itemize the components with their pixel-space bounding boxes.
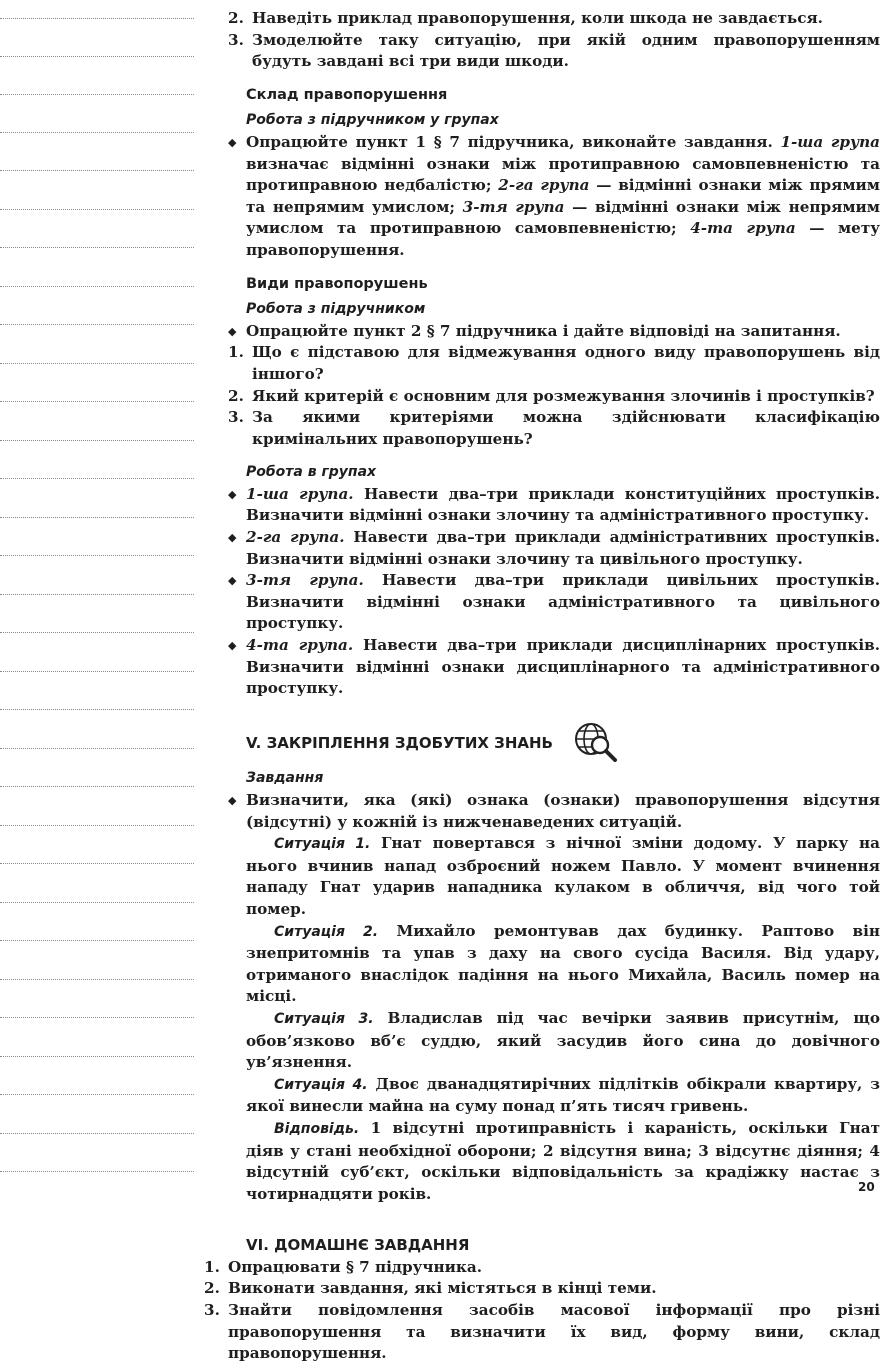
note-line [0,555,194,556]
note-line [0,1133,194,1134]
question-number: 1. [228,343,244,362]
group-task-text: 1-ша група. Навести два–три приклади конституційних проступків. Визначити відмінні ознаки злочину та адміністративного проступку. [246,484,880,525]
note-line [0,709,194,710]
bullet-paragraph [228,790,880,833]
homework-number: 2. [204,1279,220,1298]
question-text: Який критерій є основним для розмежування злочинів і проступків? [252,386,875,405]
question-number: 2. [228,386,244,405]
note-line [0,940,194,941]
note-line [0,1017,194,1018]
section-heading: Склад правопорушення [246,86,448,103]
note-line [0,671,194,672]
note-line [0,632,194,633]
numbered-task [228,8,880,30]
group-task-text: 2-га група. Навести два–три приклади адміністративних проступків. Визначити відмінні ознаки злочину та цивільного проступку. [246,528,880,568]
bullet-paragraph [228,132,880,262]
homework-list [204,1257,880,1365]
homework-text: Виконати завдання, які містяться в кінці теми. [228,1279,657,1298]
bullet-diamond-icon: ◆ [228,794,237,807]
paragraph-text: Визначити, яка (які) ознака (ознаки) правопорушення відсутня (відсутні) у кожній із нижченаведених ситуацій. [246,791,880,831]
note-line [0,1056,194,1057]
section-subheading: Робота з підручником у групах [246,112,499,129]
bullet-diamond-icon: ◆ [228,324,237,338]
section-heading: Види правопорушень [246,275,428,292]
note-line [0,902,194,903]
note-line [0,1094,194,1095]
note-line [0,324,194,325]
group-task [228,570,880,635]
notes-margin [0,0,195,1200]
page-content [204,8,881,1365]
task-text: Змоделюйте таку ситуацію, при якій одним правопорушенням будуть завдані всі три види шкоди. [252,30,880,71]
note-line [0,56,194,57]
note-line [0,1171,194,1172]
section-subheading: Завдання [246,770,324,787]
note-line [0,825,194,826]
section-subheading: Робота в групах [246,464,377,481]
question-number: 3. [228,408,244,427]
situation-paragraph: Ситуація 2. Михайло ремонтував дах будинку. Раптово він знепритомнів та упав з даху на свого сусіда Василя. Від удару, отриманого внаслідок падіння на нього Михайла, Василь помер на місці. [246,921,880,1006]
question-item [228,386,880,408]
section-subheading: Робота з підручником [246,301,426,318]
note-line [0,478,194,479]
task-text: Наведіть приклад правопорушення, коли шкода не завдається. [252,9,823,27]
note-line [0,18,194,19]
section-header [228,720,880,769]
section-title: V. ЗАКРІПЛЕННЯ ЗДОБУТИХ ЗНАНЬ [246,734,553,753]
question-text: Що є підставою для відмежування одного виду правопорушень від іншого? [252,343,880,383]
answer-paragraph: Відповідь. 1 відсутні протиправність і караність, оскільки Гнат діяв у стані необхідної оборони; 2 відсутня вина; 3 відсутнє діяння; 4 відсутній суб’єкт, оскільки відповідальність за крадіжку настає з чотирнадцяти років. [246,1118,880,1203]
note-line [0,170,194,171]
question-item [228,407,880,450]
note-line [0,748,194,749]
note-line [0,94,194,95]
numbered-task [228,30,880,73]
note-line [0,132,194,133]
task-number: 2. [228,9,244,27]
bullet-diamond-icon: ◆ [228,135,237,149]
group-task [228,635,880,700]
note-line [0,594,194,595]
question-text: За якими критеріями можна здійснювати класифікацію кримінальних правопорушень? [252,408,880,448]
paragraph-text: Опрацюйте пункт 1 § 7 підручника, виконайте завдання. 1-ша група визначає відмінні ознаки між протиправною самовпевненістю та протиправною недбалістю; 2-га група — відмінні ознаки між прямим та непрямим умислом; 3-тя група — відмінні ознаки між непрямим умислом та протиправною самовпевненістю; 4-та група — мету правопорушення. [246,132,881,259]
group-task [228,527,880,570]
note-line [0,247,194,248]
bullet-diamond-icon: ◆ [228,531,237,545]
section-title: VI. ДОМАШНЄ ЗАВДАННЯ [246,1236,470,1255]
bullet-diamond-icon: ◆ [228,487,237,501]
globe-search-icon [571,720,619,769]
bullet-paragraph [228,321,880,343]
task-number: 3. [228,30,244,49]
note-line [0,363,194,364]
bullet-diamond-icon: ◆ [228,639,237,653]
question-item [228,342,880,385]
homework-text: Знайти повідомлення засобів масової інформації про різні правопорушення та визначити їх вид, форму вини, склад правопорушення. [228,1301,880,1363]
situation-paragraph: Ситуація 3. Владислав під час вечірки заявив присутнім, що обов’язково вб’є суддю, який засудив його сина до довічного ув’язнення. [246,1008,880,1072]
note-line [0,517,194,518]
homework-text: Опрацювати § 7 підручника. [228,1257,482,1276]
note-line [0,209,194,210]
situation-paragraph: Ситуація 1. Гнат повертався з нічної зміни додому. У парку на нього вчинив напад озброєний ножем Павло. У момент вчинення нападу Гнат ударив нападника кулаком в обличчя, від чого той помер. [246,834,881,918]
note-line [0,401,194,402]
homework-number: 1. [204,1257,220,1276]
page-number: 20 [858,1180,875,1194]
group-task [228,484,880,527]
homework-item [204,1278,880,1300]
note-line [0,863,194,864]
note-line [0,440,194,441]
bullet-diamond-icon: ◆ [228,574,237,588]
note-line [0,786,194,787]
group-task-text: 4-та група. Навести два–три приклади дисциплінарних проступків. Визначити відмінні ознаки дисциплінарного та адміністративного проступку. [246,636,880,698]
homework-number: 3. [204,1301,220,1320]
group-task-text: 3-тя група. Навести два–три приклади цивільних проступків. Визначити відмінні ознаки адміністративного та цивільного проступку. [246,571,880,633]
note-line [0,286,194,287]
homework-item [204,1257,880,1279]
paragraph-text: Опрацюйте пункт 2 § 7 підручника і дайте відповіді на запитання. [246,321,841,340]
situation-paragraph: Ситуація 4. Двоє дванадцятирічних підлітків обікрали квартиру, з якої винесли майна на суму понад п’ять тисяч гривень. [246,1074,880,1116]
homework-item [204,1300,880,1365]
note-line [0,979,194,980]
